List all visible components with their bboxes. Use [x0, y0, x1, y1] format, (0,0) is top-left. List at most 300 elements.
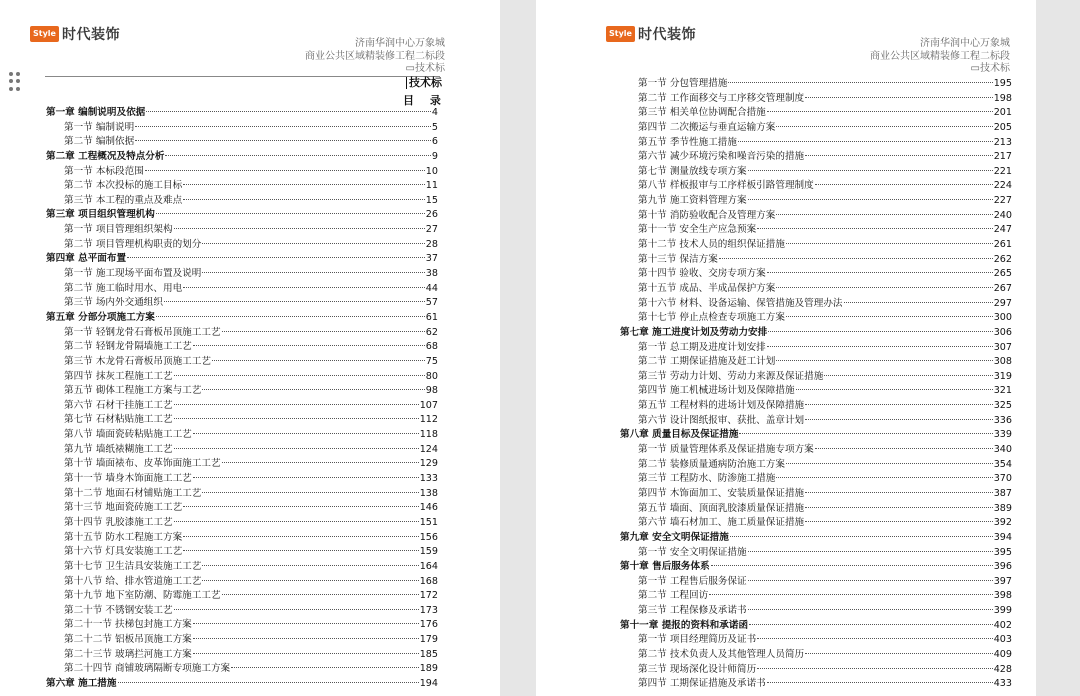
toc-entry-page: 336 [993, 414, 1012, 426]
toc-leader-dots [767, 272, 993, 273]
toc-leader-dots [174, 609, 419, 610]
toc-entry-title: 第十七节 停止点检查专项施工方案 [638, 312, 785, 324]
toc-section-entry[interactable] [46, 223, 438, 238]
toc-leader-dots [193, 638, 419, 639]
toc-entry-title: 第十一章 提报的资料和承诺函 [620, 619, 749, 631]
toc-entry-title: 第二十节 不锈钢安装工艺 [64, 604, 173, 616]
toc-leader-dots [174, 404, 419, 405]
toc-leader-dots [164, 301, 425, 302]
toc-entry-title: 第八节 样板报审与工序样板引路管理制度 [638, 180, 814, 192]
logo-badge: Style [30, 26, 59, 42]
toc-leader-dots [174, 375, 425, 376]
toc-entry-title: 第九节 墙纸裱糊施工工艺 [64, 443, 173, 455]
toc-section-entry[interactable] [620, 209, 1012, 224]
toc-chapter-entry[interactable] [46, 677, 438, 692]
toc-leader-dots [805, 492, 993, 493]
toc-entry-page: 5 [431, 121, 438, 133]
toc-entry-page: 129 [419, 458, 438, 470]
toc-entry-page: 428 [993, 663, 1012, 675]
toc-entry-page: 189 [419, 663, 438, 675]
toc-section-entry[interactable] [46, 135, 438, 150]
toc-entry-title: 第一节 工程售后服务保证 [638, 575, 747, 587]
toc-list-right [620, 77, 1012, 692]
toc-entry-title: 第六节 减少环境污染和噪音污染的措施 [638, 151, 805, 163]
company-logo [606, 24, 696, 44]
toc-entry-title: 第二十三节 玻璃拦河施工方案 [64, 648, 192, 660]
toc-entry-title: 第六节 设计图纸报审、获批、盖章计划 [638, 414, 805, 426]
toc-leader-dots [156, 316, 425, 317]
toc-section-entry[interactable] [46, 545, 438, 560]
toc-entry-page: 37 [425, 253, 438, 265]
toc-entry-page: 409 [993, 648, 1012, 660]
toc-leader-dots [127, 257, 425, 258]
toc-section-entry[interactable] [620, 106, 1012, 121]
toc-chapter-entry[interactable] [620, 428, 1012, 443]
toc-chapter-entry[interactable] [46, 208, 438, 223]
toc-leader-dots [202, 492, 418, 493]
toc-chapter-entry[interactable] [620, 560, 1012, 575]
toc-entry-title: 第五节 季节性施工措施 [638, 136, 737, 148]
toc-section-entry[interactable] [620, 546, 1012, 561]
toc-section-entry[interactable] [620, 414, 1012, 429]
toc-entry-title: 第二十一节 扶梯包封施工方案 [64, 619, 192, 631]
toc-entry-title: 第十节 消防验收配合及管理方案 [638, 209, 776, 221]
toc-entry-title: 第一节 轻钢龙骨石膏板吊顶施工工艺 [64, 326, 221, 338]
toc-entry-page: 172 [419, 590, 438, 602]
toc-section-entry[interactable] [46, 604, 438, 619]
toc-section-entry[interactable] [620, 311, 1012, 326]
toc-chapter-entry[interactable] [46, 150, 438, 165]
logo-badge: Style [606, 26, 635, 42]
toc-entry-title: 第三节 木龙骨石膏板吊顶施工工艺 [64, 355, 211, 367]
toc-entry-title: 第四节 木饰面加工、安装质量保证措施 [638, 487, 805, 499]
toc-leader-dots [709, 594, 992, 595]
toc-chapter-entry[interactable] [46, 106, 438, 121]
document-page-right [536, 0, 1036, 696]
toc-entry-title: 第十六节 材料、设备运输、保管措施及管理办法 [638, 297, 843, 309]
toc-entry-page: 247 [993, 224, 1012, 236]
toc-entry-title: 第五节 墙面、顶面乳胶漆质量保证措施 [638, 502, 805, 514]
toc-entry-page: 68 [425, 341, 438, 353]
toc-entry-page: 9 [431, 150, 438, 162]
toc-leader-dots [174, 228, 425, 229]
toc-leader-dots [146, 111, 431, 112]
toc-section-entry[interactable] [620, 179, 1012, 194]
toc-entry-page: 176 [419, 619, 438, 631]
toc-entry-page: 398 [993, 590, 1012, 602]
toc-section-entry[interactable] [46, 370, 438, 385]
toc-leader-dots [183, 506, 419, 507]
toc-section-entry[interactable] [46, 633, 438, 648]
toc-entry-page: 307 [993, 341, 1012, 353]
toc-entry-title: 第三节 劳动力计划、劳动力来源及保证措施 [638, 370, 824, 382]
toc-entry-title: 第十三节 保洁方案 [638, 253, 718, 265]
toc-section-entry[interactable] [46, 560, 438, 575]
toc-entry-title: 第十五节 成品、半成品保护方案 [638, 282, 776, 294]
toc-leader-dots [202, 565, 418, 566]
toc-entry-title: 第三章 项目组织管理机构 [46, 209, 155, 221]
toc-entry-title: 第一节 分包管理措施 [638, 78, 728, 89]
toc-entry-page: 112 [419, 414, 438, 426]
toc-leader-dots [824, 375, 992, 376]
toc-section-entry[interactable] [620, 472, 1012, 487]
toc-section-entry[interactable] [46, 443, 438, 458]
toc-entry-title: 第六节 墙石材加工、施工质量保证措施 [638, 517, 805, 529]
toc-section-entry[interactable] [620, 633, 1012, 648]
toc-section-entry[interactable] [46, 384, 438, 399]
toc-section-entry[interactable] [46, 648, 438, 663]
toc-entry-title: 第十一节 墙身木饰面施工工艺 [64, 473, 192, 485]
header-project-name: 济南华润中心万象城 [920, 38, 1010, 49]
toc-entry-title: 第二十二节 铝板吊顶施工方案 [64, 634, 192, 646]
toc-entry-page: 319 [993, 370, 1012, 382]
toc-leader-dots [193, 345, 425, 346]
toc-entry-page: 107 [419, 399, 438, 411]
toc-section-entry[interactable] [620, 487, 1012, 502]
toc-entry-title: 第二节 本次投标的施工目标 [64, 180, 183, 192]
toc-entry-page: 340 [993, 444, 1012, 456]
toc-entry-page: 75 [425, 355, 438, 367]
toc-entry-page: 201 [993, 107, 1012, 119]
toc-section-entry[interactable] [46, 487, 438, 502]
toc-entry-title: 第五节 砌体工程施工方案与工艺 [64, 385, 202, 397]
toc-leader-dots [805, 521, 993, 522]
toc-entry-page: 354 [993, 458, 1012, 470]
toc-leader-dots [757, 228, 993, 229]
toc-section-entry[interactable] [46, 501, 438, 516]
document-page-left [0, 0, 500, 696]
toc-section-entry[interactable] [620, 341, 1012, 356]
page-header [305, 38, 445, 76]
toc-entry-title: 第一节 项目经理简历及证书 [638, 634, 757, 646]
toc-section-entry[interactable] [620, 443, 1012, 458]
toc-section-entry[interactable] [620, 92, 1012, 107]
toc-section-entry[interactable] [46, 575, 438, 590]
toc-entry-page: 402 [993, 619, 1012, 631]
toc-leader-dots [805, 507, 993, 508]
toc-entry-page: 133 [419, 473, 438, 485]
toc-leader-dots [165, 155, 430, 156]
toc-chapter-entry[interactable] [46, 252, 438, 267]
toc-section-entry[interactable] [46, 121, 438, 136]
toc-entry-page: 179 [419, 634, 438, 646]
toc-entry-title: 第十章 售后服务体系 [620, 561, 710, 573]
toc-entry-title: 第七节 石材粘贴施工工艺 [64, 414, 173, 426]
toc-section-entry[interactable] [46, 662, 438, 677]
toc-entry-page: 321 [993, 385, 1012, 397]
toc-leader-dots [202, 580, 418, 581]
toc-entry-title: 第五节 工程材料的进场计划及保障措施 [638, 400, 805, 412]
toc-entry-title: 第一节 质量管理体系及保证措施专项方案 [638, 444, 814, 456]
toc-leader-dots [767, 346, 993, 347]
toc-entry-title: 第二十四节 商铺玻璃隔断专项施工方案 [64, 663, 231, 675]
toc-entry-page: 205 [993, 121, 1012, 133]
toc-entry-title: 第一节 安全文明保证措施 [638, 546, 747, 558]
header-project-section: 商业公共区域精装修工程二标段 [870, 50, 1010, 62]
toc-leader-dots [156, 213, 425, 214]
toc-chapter-entry[interactable] [620, 326, 1012, 341]
toc-section-entry[interactable] [620, 194, 1012, 209]
toc-section-entry[interactable] [46, 355, 438, 370]
toc-entry-page: 267 [993, 282, 1012, 294]
toc-leader-dots [776, 126, 992, 127]
toc-entry-page: 403 [993, 634, 1012, 646]
toc-section-entry[interactable] [46, 399, 438, 414]
toc-leader-dots [805, 97, 993, 98]
toc-leader-dots [805, 653, 993, 654]
toc-section-entry[interactable] [620, 267, 1012, 282]
header-project-name: 济南华润中心万象城 [355, 38, 445, 49]
toc-entry-page: 261 [993, 239, 1012, 251]
toc-section-entry[interactable] [46, 428, 438, 443]
toc-leader-dots [202, 243, 424, 244]
toc-section-entry[interactable] [46, 296, 438, 311]
toc-section-entry[interactable] [620, 458, 1012, 473]
toc-leader-dots [728, 82, 992, 83]
toc-chapter-entry[interactable] [620, 619, 1012, 634]
toc-entry-page: 26 [425, 209, 438, 221]
toc-section-entry[interactable] [620, 604, 1012, 619]
toc-entry-title: 第二章 工程概况及特点分析 [46, 150, 165, 162]
toc-entry-page: 397 [993, 575, 1012, 587]
toc-section-entry[interactable] [46, 267, 438, 282]
toc-section-entry[interactable] [620, 136, 1012, 151]
toc-section-entry[interactable] [620, 223, 1012, 238]
toc-entry-page: 15 [425, 194, 438, 206]
header-tag-text: 技术标 [415, 63, 445, 74]
toc-leader-dots [815, 448, 993, 449]
toc-section-entry[interactable] [620, 648, 1012, 663]
toc-entry-page: 44 [425, 282, 438, 294]
toc-entry-title: 第三节 场内外交通组织 [64, 297, 163, 309]
toc-entry-page: 27 [425, 224, 438, 236]
toc-section-entry[interactable] [620, 384, 1012, 399]
company-logo [30, 24, 120, 44]
toc-leader-dots [222, 594, 419, 595]
toc-section-entry[interactable] [620, 370, 1012, 385]
toc-entry-title: 第六节 石材干挂施工工艺 [64, 399, 173, 411]
toc-leader-dots [768, 331, 992, 332]
toc-leader-dots [145, 170, 425, 171]
toc-section-entry[interactable] [620, 516, 1012, 531]
toc-leader-dots [767, 682, 993, 683]
toc-entry-page: 159 [419, 546, 438, 558]
toc-section-entry[interactable] [620, 355, 1012, 370]
toc-entry-page: 156 [419, 531, 438, 543]
toc-entry-page: 224 [993, 180, 1012, 192]
toc-entry-page: 217 [993, 151, 1012, 163]
toc-leader-dots [748, 551, 993, 552]
toc-leader-dots [776, 477, 992, 478]
toc-section-entry[interactable] [620, 297, 1012, 312]
toc-leader-dots [805, 155, 993, 156]
toc-section-entry[interactable] [620, 238, 1012, 253]
toc-entry-page: 57 [425, 297, 438, 309]
toc-entry-title: 第五章 分部分项施工方案 [46, 311, 155, 323]
toc-leader-dots [776, 287, 992, 288]
toc-section-entry[interactable] [46, 179, 438, 194]
toc-entry-title: 第四节 工期保证措施及承诺书 [638, 678, 766, 690]
toc-section-entry[interactable] [46, 618, 438, 633]
toc-entry-title: 第三节 相关单位协调配合措施 [638, 107, 766, 119]
toc-section-entry[interactable] [46, 326, 438, 341]
toc-entry-title: 第三节 工程防水、防渗施工措施 [638, 473, 776, 485]
toc-section-entry[interactable] [620, 589, 1012, 604]
toc-leader-dots [748, 580, 993, 581]
toc-section-entry[interactable] [46, 472, 438, 487]
toc-entry-title: 第二节 轻钢龙骨隔墙施工工艺 [64, 341, 192, 353]
toc-entry-page: 118 [419, 429, 438, 441]
toc-leader-dots [174, 418, 419, 419]
toc-entry-page: 213 [993, 136, 1012, 148]
toc-leader-dots [183, 199, 425, 200]
toc-leader-dots [805, 404, 993, 405]
toc-entry-page: 433 [993, 678, 1012, 690]
toc-entry-page: 38 [425, 268, 438, 280]
toc-leader-dots [183, 536, 419, 537]
toc-section-entry[interactable] [46, 531, 438, 546]
toc-entry-title: 第十六节 灯具安装施工工艺 [64, 546, 183, 558]
toc-entry-page: 262 [993, 253, 1012, 265]
toc-entry-title: 第三节 工程保修及承诺书 [638, 605, 747, 617]
toc-section-entry[interactable] [620, 663, 1012, 678]
header-rule [45, 76, 440, 77]
toc-entry-title: 第一节 编制说明 [64, 121, 135, 133]
toc-entry-page: 61 [425, 311, 438, 323]
toc-section-entry[interactable] [620, 253, 1012, 268]
toc-leader-dots [805, 419, 993, 420]
toc-entry-page: 138 [419, 487, 438, 499]
toc-leader-dots [231, 667, 419, 668]
toc-leader-dots [786, 243, 993, 244]
toc-leader-dots [749, 624, 993, 625]
toc-section-entry[interactable] [46, 340, 438, 355]
toc-section-entry[interactable] [620, 165, 1012, 180]
toc-section-entry[interactable] [620, 575, 1012, 590]
toc-entry-title: 第二节 编制依据 [64, 136, 135, 148]
toc-entry-title: 第一节 施工现场平面布置及说明 [64, 268, 202, 280]
toc-leader-dots [776, 360, 992, 361]
toc-leader-dots [183, 184, 425, 185]
logo-name: 时代装饰 [61, 27, 120, 43]
toc-leader-dots [719, 258, 993, 259]
toc-entry-page: 370 [993, 473, 1012, 485]
toc-leader-dots [193, 433, 419, 434]
toc-leader-dots [193, 623, 419, 624]
toc-section-entry[interactable] [620, 282, 1012, 297]
toc-section-entry[interactable] [46, 589, 438, 604]
toc-chapter-entry[interactable] [620, 531, 1012, 546]
toc-section-entry[interactable] [46, 282, 438, 297]
toc-entry-title: 第二节 施工临时用水、用电 [64, 282, 183, 294]
toc-section-entry[interactable] [46, 413, 438, 428]
toc-entry-page: 173 [419, 604, 438, 616]
toc-section-entry[interactable] [46, 238, 438, 253]
toc-leader-dots [786, 316, 993, 317]
toc-entry-page: 168 [419, 575, 438, 587]
toc-section-entry[interactable] [620, 150, 1012, 165]
toc-entry-page: 394 [993, 531, 1012, 543]
toc-section-entry[interactable] [46, 516, 438, 531]
toc-entry-page: 11 [425, 180, 438, 192]
toc-entry-page: 6 [431, 136, 438, 148]
toc-section-entry[interactable] [46, 194, 438, 209]
toc-leader-dots [796, 389, 993, 390]
toc-entry-title: 第十八节 给、排水管道施工工艺 [64, 575, 202, 587]
toc-entry-page: 185 [419, 648, 438, 660]
logo-name: 时代装饰 [637, 27, 696, 43]
toc-leader-dots [730, 536, 993, 537]
toc-leader-dots [174, 521, 419, 522]
toc-leader-dots [135, 140, 431, 141]
toc-section-entry[interactable] [46, 165, 438, 180]
toc-entry-title: 第二节 工期保证措施及赶工计划 [638, 356, 776, 368]
toc-entry-page: 265 [993, 268, 1012, 280]
toc-entry-title: 第二节 项目管理机构职责的划分 [64, 238, 202, 250]
toc-entry-title: 第一节 本标段范围 [64, 165, 144, 177]
toc-entry-page: 395 [993, 546, 1012, 558]
toc-section-entry[interactable] [620, 77, 1012, 92]
toc-leader-dots [748, 199, 993, 200]
toc-leader-dots [767, 111, 993, 112]
page-header [870, 38, 1010, 76]
toc-leader-dots [739, 433, 992, 434]
toc-entry-title: 第一节 项目管理组织架构 [64, 224, 173, 236]
toc-leader-dots [193, 653, 419, 654]
toc-entry-page: 146 [419, 502, 438, 514]
toc-section-entry[interactable] [620, 502, 1012, 517]
toc-leader-dots [757, 638, 993, 639]
toc-entry-page: 297 [993, 297, 1012, 309]
toc-entry-title: 第十九节 地下室防潮、防霉施工工艺 [64, 590, 221, 602]
toc-entry-title: 第十二节 地面石材铺贴施工工艺 [64, 487, 202, 499]
toc-entry-page: 28 [425, 238, 438, 250]
toc-leader-dots [738, 141, 993, 142]
toc-entry-title: 第十二节 技术人员的组织保证措施 [638, 239, 785, 251]
toc-entry-page: 98 [425, 385, 438, 397]
toc-heading: 目 录 [403, 94, 447, 107]
toc-entry-title: 第八章 质量目标及保证措施 [620, 429, 739, 441]
toc-chapter-entry[interactable] [46, 311, 438, 326]
toc-section-entry[interactable] [620, 399, 1012, 414]
toc-leader-dots [815, 184, 993, 185]
header-tag: ▭技术标 [970, 63, 1010, 74]
toc-entry-page: 396 [993, 561, 1012, 573]
toc-section-entry[interactable] [620, 677, 1012, 692]
toc-entry-title: 第十四节 验收、交房专项方案 [638, 268, 766, 280]
toc-entry-title: 第二节 工程回访 [638, 590, 709, 602]
toc-entry-title: 第八节 墙面瓷砖粘贴施工工艺 [64, 429, 192, 441]
toc-entry-page: 164 [419, 560, 438, 572]
toc-leader-dots [757, 668, 993, 669]
toc-leader-dots [174, 448, 419, 449]
toc-leader-dots [844, 302, 993, 303]
toc-section-entry[interactable] [620, 121, 1012, 136]
toc-entry-title: 第七节 测量放线专项方案 [638, 165, 747, 177]
toc-leader-dots [202, 389, 424, 390]
drag-handle-icon[interactable] [9, 72, 21, 92]
toc-entry-title: 第二节 技术负责人及其他管理人员简历 [638, 648, 805, 660]
toc-entry-page: 124 [419, 443, 438, 455]
toc-entry-page: 300 [993, 312, 1012, 324]
toc-leader-dots [212, 360, 425, 361]
toc-entry-page: 151 [419, 516, 438, 528]
toc-entry-title: 第四节 抹灰工程施工工艺 [64, 370, 173, 382]
page-gutter [500, 0, 536, 696]
header-tag: ▭技术标 [405, 63, 445, 74]
toc-entry-title: 第十节 墙面裱布、皮革饰面施工工艺 [64, 458, 221, 470]
toc-section-entry[interactable] [46, 457, 438, 472]
